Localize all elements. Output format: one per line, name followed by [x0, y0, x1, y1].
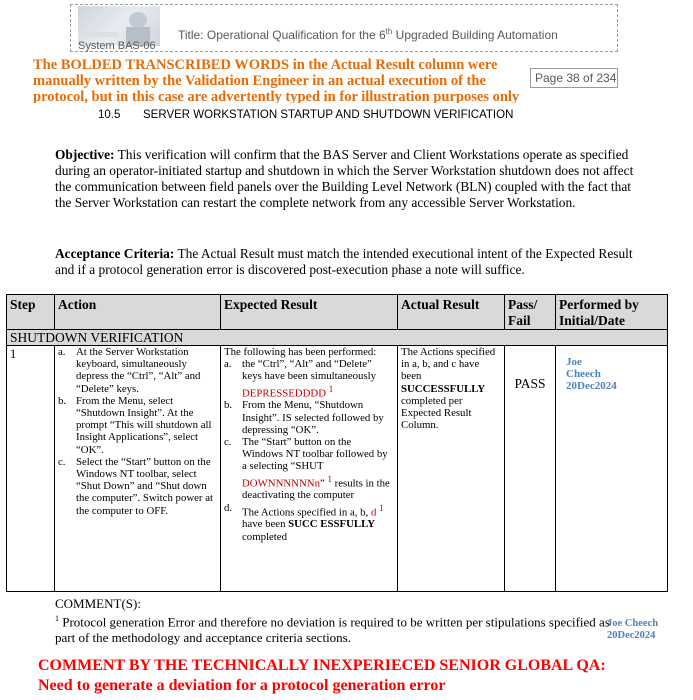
acceptance-text: The Actual Result must match the intended executional intent of the Expected Result and if a protocol generation error is discovered post-execution phase a note will suffice. — [55, 246, 633, 277]
action-item: a. At the Server Workstation keyboard, simultaneously depress the “Ctrl”, “Alt” and “Delete” keys. — [58, 346, 201, 395]
section-number: 10.5 — [98, 109, 121, 121]
typo-error: DEPRESSEDDDD — [242, 387, 326, 400]
action-item: c. Select the “Start” button on the Windows NT toolbar, select “Shut Down” and “Shut down the computer”. Switch power at the computer to OFF. — [58, 455, 214, 517]
expected-cell — [221, 346, 398, 592]
section-title-text: SERVER WORKSTATION STARTUP AND SHUTDOWN VERIFICATION — [143, 109, 514, 121]
col-header-expected: Expected Result — [221, 295, 398, 330]
expected-intro: The following has been performed: — [224, 346, 377, 358]
col-header-pass-fail: Pass/ Fail — [505, 295, 556, 330]
col-header-action: Action — [55, 295, 221, 330]
expected-item: a. the “Ctrl”, “Alt” and “Delete” keys have been simultaneously DEPRESSEDDDD $^1$ — [224, 358, 377, 400]
performed-cell — [556, 346, 668, 592]
expected-item: d. The Actions specified in a, b, d $^1$ have been SUCC ESSFULLY completed — [224, 501, 384, 543]
col-header-actual: Actual Result — [398, 295, 505, 330]
document-title: Title: Operational Qualification for the 6th Upgraded Building Automation — [178, 27, 558, 42]
illustration-note: The BOLDED TRANSCRIBED WORDS in the Actual Result column were manually written by the Validation Engineer in an actual execution of the protocol, but in this case are advertently typed in for illustration purposes only — [33, 57, 520, 103]
action-item: b. From the Menu, select “Shutdown Insight”. At the prompt “This will shutdown all Insight Applications”, select “OK”. — [58, 394, 212, 456]
qa-comment-heading: COMMENT BY THE TECHNICALLY INEXPERIECED SENIOR GLOBAL QA: — [38, 657, 606, 674]
system-id: System BAS-06 — [78, 40, 156, 52]
comment-signature: Joe Cheech 20Dec2024 — [607, 618, 659, 641]
table-row — [7, 346, 668, 592]
typo-error: DOWNNNNNNn — [242, 477, 320, 490]
expected-item: b. From the Menu, “Shutdown Insight”. IS selected followed by depressing “OK”. — [224, 399, 384, 436]
step-number: 1 — [7, 346, 55, 592]
section-title — [98, 109, 513, 121]
table-header-row — [7, 295, 668, 330]
group-label: SHUTDOWN VERIFICATION — [7, 330, 668, 346]
verification-table — [6, 294, 668, 592]
objective-text: This verification will confirm that the BAS Server and Client Workstations operate as specified during an operator-initiated startup and shutdown in which the Server Workstation shutdown does not affect the communication between field panels over the Building Level Network (BLN) coupled with the fact that the Server Workstation can restart the complete network from any accessible Server Workstation. — [55, 147, 634, 210]
qa-comment — [38, 656, 606, 696]
acceptance-label: Acceptance Criteria: — [55, 246, 175, 261]
pass-fail-value: PASS — [505, 346, 556, 592]
group-row — [7, 330, 668, 346]
typo-error: d — [370, 506, 377, 519]
actual-cell: The Actions specified in a, b, and c have been SUCCESSFULLY completed per Expected Result Column. — [398, 346, 505, 592]
qa-comment-text: Need to generate a deviation for a protocol generation error — [38, 677, 446, 694]
page-number: Page 38 of 234 — [530, 68, 618, 88]
objective-label: Objective: — [55, 147, 115, 162]
comments-heading: COMMENT(S): — [55, 596, 141, 611]
acceptance-paragraph — [55, 246, 645, 278]
footnote: $^1$ Protocol generation Error and therefore no deviation is required to be written per stipulations specified as part of the methodology and acceptance criteria sections. — [55, 614, 610, 646]
handwritten-word: SUCCESSFULLY — [401, 382, 486, 395]
performer-signature: Joe Cheech 20Dec2024 — [566, 356, 617, 392]
col-header-performed: Performed by Initial/Date — [556, 295, 668, 330]
col-header-step: Step — [7, 295, 55, 330]
objective-paragraph — [55, 147, 645, 211]
action-cell — [55, 346, 221, 592]
expected-item: c. The “Start” button on the Windows NT toolbar followed by a selecting “SHUT DOWNNNNNNn” $^1$ results in the deactivating the computer — [224, 436, 390, 502]
